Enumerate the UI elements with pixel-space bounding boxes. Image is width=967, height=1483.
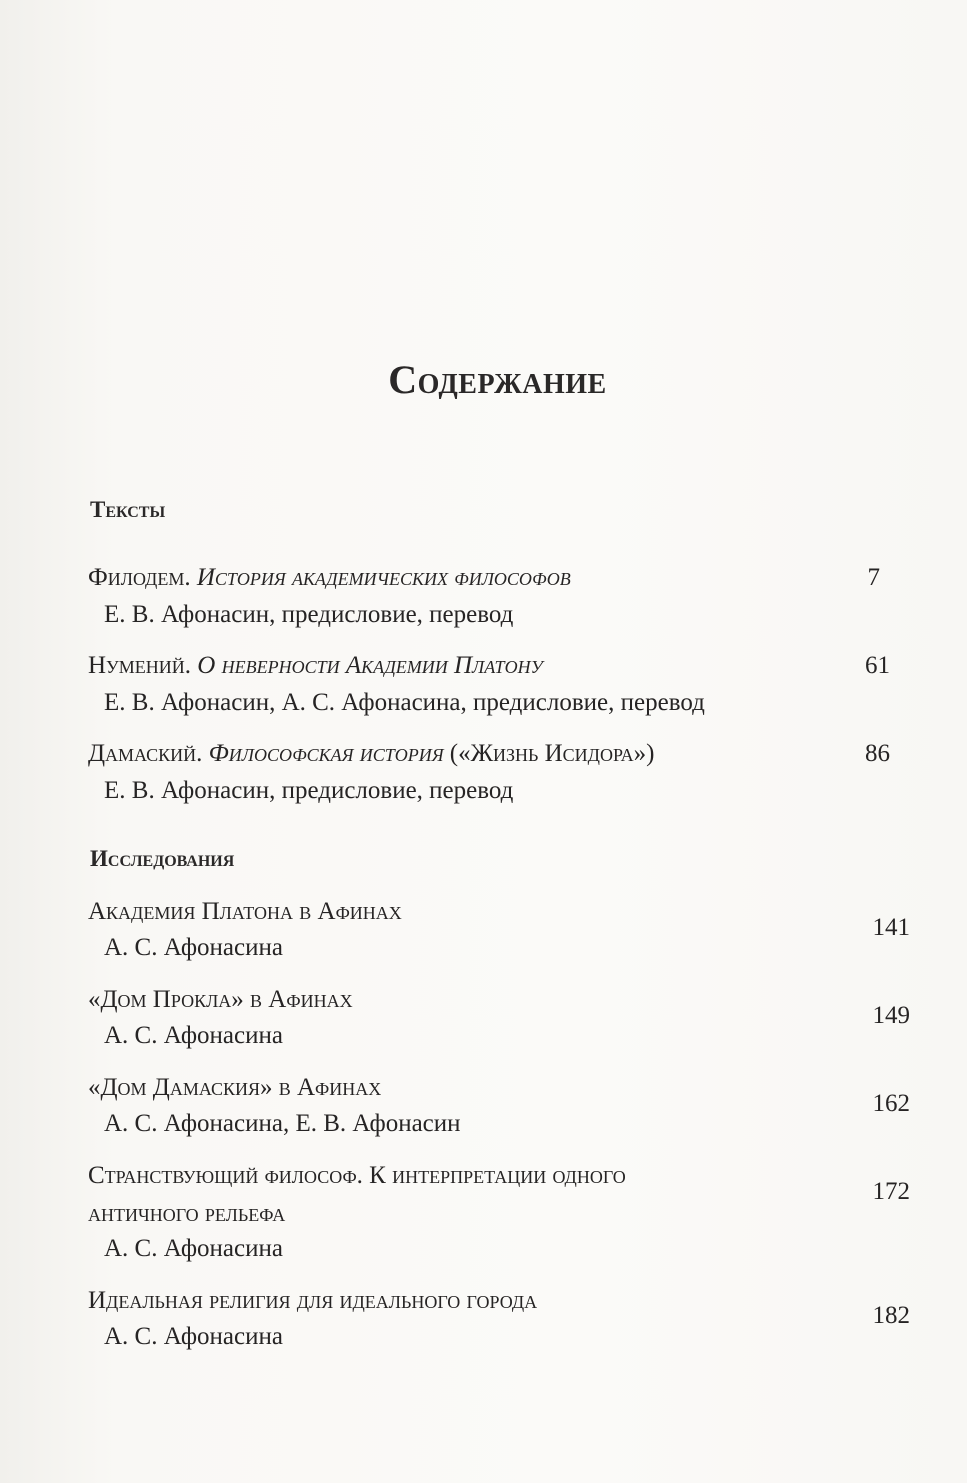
entry-title: Академия Платона в Афинах (88, 898, 402, 925)
section-heading-texts: Тексты (90, 497, 166, 522)
entry-credit: А. С. Афонасина, Е. В. Афонасин (104, 1110, 461, 1137)
entry-page-number: 86 (865, 740, 890, 767)
entry-credit: Е. В. Афонасин, А. С. Афонасина, предисловие, перевод (104, 689, 705, 716)
entry-author: Дамаский. (88, 740, 203, 767)
entry-title: «Дом Прокла» в Афинах (88, 986, 353, 1013)
page-title: Содержание (388, 357, 607, 402)
entry-title-continued: античного рельефа (88, 1200, 286, 1227)
entry-page-number: 172 (872, 1178, 910, 1205)
entry-credit: А. С. Афонасина (104, 1235, 283, 1262)
entry-author: Нумений. (88, 652, 192, 679)
entry-credit: А. С. Афонасина (104, 1022, 283, 1049)
entry-page-number: 61 (865, 652, 890, 679)
entry-credit: Е. В. Афонасин, предисловие, перевод (104, 777, 514, 804)
entry-work: О неверности Академии Платону (197, 652, 543, 679)
entry-work-note: («Жизнь Исидора») (449, 740, 655, 767)
entry-page-number: 162 (872, 1090, 910, 1117)
entry-page-number: 149 (872, 1002, 910, 1029)
entry-page-number: 7 (867, 564, 880, 591)
entry-credit: А. С. Афонасина (104, 1323, 283, 1350)
entry-credit: А. С. Афонасина (104, 934, 283, 961)
entry-page-number: 182 (872, 1302, 910, 1329)
entry-work: История академических философов (196, 564, 571, 591)
entry-title: «Дом Дамаския» в Афинах (88, 1074, 382, 1101)
section-heading-studies: Исследования (90, 846, 235, 871)
entry-title: Странствующий философ. К интерпретации одного (88, 1162, 626, 1189)
entry-work: Философская история (208, 740, 444, 767)
entry-title: Идеальная религия для идеального города (88, 1287, 538, 1314)
entry-credit: Е. В. Афонасин, предисловие, перевод (104, 601, 514, 628)
entry-author: Филодем. (88, 564, 191, 591)
entry-page-number: 141 (872, 914, 910, 941)
